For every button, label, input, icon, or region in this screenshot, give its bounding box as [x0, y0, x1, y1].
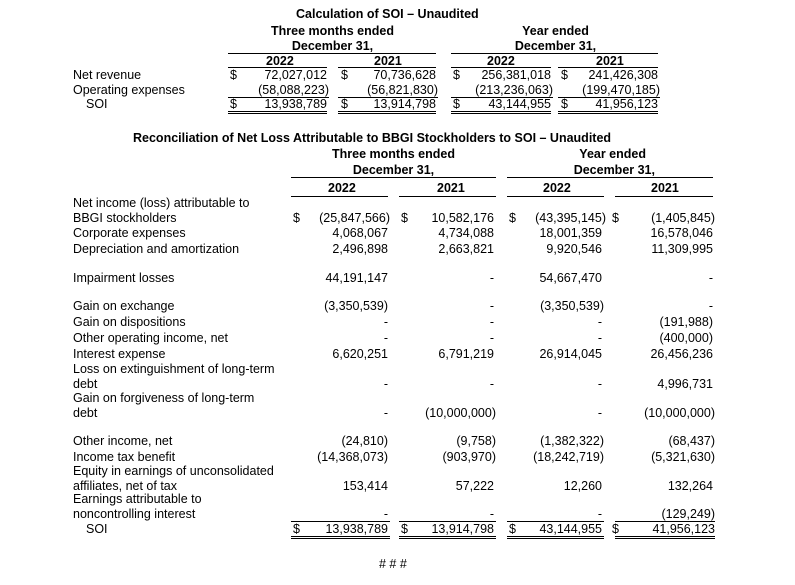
end-marker: # # # — [379, 557, 407, 571]
cell-value: - — [383, 377, 388, 391]
cell-value: 11,309,995 — [651, 242, 713, 256]
cell-value: - — [489, 271, 494, 285]
currency-sign: $ — [401, 211, 408, 225]
currency-sign: $ — [230, 97, 237, 111]
cell-value: (56,821,830) — [367, 83, 438, 97]
cell-value: 57,222 — [455, 479, 494, 493]
cell-value: - — [383, 331, 388, 345]
cell-value: - — [708, 299, 713, 313]
cell-value: 241,426,308 — [588, 68, 658, 82]
cell-value: 12,260 — [563, 479, 602, 493]
cell-value: (24,810) — [341, 434, 388, 448]
currency-sign: $ — [293, 211, 300, 225]
recon-period2-line2: December 31, — [573, 163, 655, 177]
cell-value: (1,405,845) — [651, 211, 715, 225]
cell-value: 10,582,176 — [431, 211, 494, 225]
soi-calc-period1-line1: Three months ended — [271, 24, 394, 38]
row-label: debt — [73, 377, 98, 391]
soi-calc-period2-line1: Year ended — [522, 24, 589, 38]
recon-period2-line1: Year ended — [579, 147, 646, 161]
row-label: Earnings attributable to — [73, 492, 202, 506]
cell-value: (18,242,719) — [533, 450, 604, 464]
cell-value: 13,938,789 — [264, 97, 327, 111]
cell-value: 26,456,236 — [650, 347, 713, 361]
currency-sign: $ — [561, 97, 568, 111]
cell-value: - — [597, 315, 602, 329]
cell-value: - — [489, 331, 494, 345]
row-label: debt — [73, 406, 98, 420]
currency-sign: $ — [453, 68, 460, 82]
row-label: noncontrolling interest — [73, 507, 196, 521]
recon-period1-line1: Three months ended — [332, 147, 455, 161]
cell-value: (129,249) — [661, 507, 715, 521]
cell-value: (58,088,223) — [258, 83, 329, 97]
recon-period1-line2: December 31, — [352, 163, 435, 177]
cell-value: 44,191,147 — [325, 271, 388, 285]
row-label: Gain on exchange — [73, 299, 175, 313]
row-label: Interest expense — [73, 347, 166, 361]
row-label: Corporate expenses — [73, 226, 186, 240]
soi-calc-title: Calculation of SOI – Unaudited — [296, 7, 479, 21]
cell-value: 43,144,955 — [488, 97, 551, 111]
cell-value: - — [708, 271, 713, 285]
cell-value: 153,414 — [342, 479, 388, 493]
cell-value: 4,068,067 — [332, 226, 388, 240]
cell-value: - — [489, 299, 494, 313]
cell-value: - — [383, 406, 388, 420]
row-label: BBGI stockholders — [73, 211, 177, 225]
cell-value: (903,970) — [442, 450, 496, 464]
cell-value: (5,321,630) — [651, 450, 715, 464]
cell-value: 132,264 — [667, 479, 713, 493]
soi-calc-col-2021-q4: 2021 — [374, 54, 402, 68]
currency-sign: $ — [341, 68, 348, 82]
row-label: Loss on extinguishment of long-term — [73, 362, 275, 376]
cell-value: (10,000,000) — [425, 406, 496, 420]
cell-value: 18,001,359 — [539, 226, 602, 240]
cell-value: 54,667,470 — [539, 271, 602, 285]
cell-value: 13,914,798 — [431, 522, 494, 536]
cell-value: 6,620,251 — [332, 347, 388, 361]
row-label: Gain on dispositions — [73, 315, 186, 329]
cell-value: (68,437) — [668, 434, 715, 448]
cell-value: - — [489, 507, 494, 521]
cell-value: (14,368,073) — [317, 450, 388, 464]
cell-value: - — [383, 315, 388, 329]
currency-sign: $ — [401, 522, 408, 536]
cell-value: 4,734,088 — [438, 226, 494, 240]
cell-value: - — [489, 315, 494, 329]
cell-value: (1,382,322) — [540, 434, 604, 448]
cell-value: (400,000) — [659, 331, 713, 345]
cell-value: (3,350,539) — [540, 299, 604, 313]
cell-value: 16,578,046 — [650, 226, 713, 240]
cell-value: (43,395,145) — [535, 211, 606, 225]
row-label: SOI — [86, 522, 108, 536]
cell-value: - — [597, 377, 602, 391]
currency-sign: $ — [509, 522, 516, 536]
recon-title: Reconciliation of Net Loss Attributable to BBGI Stockholders to SOI – Unaudited — [133, 131, 612, 145]
cell-value: (9,758) — [456, 434, 496, 448]
row-label: Gain on forgiveness of long-term — [73, 391, 255, 405]
row-label: Net revenue — [73, 68, 142, 82]
currency-sign: $ — [230, 68, 237, 82]
cell-value: (191,988) — [659, 315, 713, 329]
cell-value: 13,914,798 — [373, 97, 436, 111]
soi-calc-period2-line2: December 31, — [514, 39, 597, 53]
cell-value: 70,736,628 — [373, 68, 436, 82]
cell-value: (199,470,185) — [582, 83, 660, 97]
row-label: Net income (loss) attributable to — [73, 196, 250, 210]
row-label: Income tax benefit — [73, 450, 176, 464]
cell-value: - — [597, 331, 602, 345]
row-label: affiliates, net of tax — [73, 479, 177, 493]
cell-value: - — [383, 507, 388, 521]
cell-value: - — [489, 377, 494, 391]
cell-value: 13,938,789 — [325, 522, 388, 536]
cell-value: 41,956,123 — [652, 522, 715, 536]
row-label: Depreciation and amortization — [73, 242, 240, 256]
currency-sign: $ — [341, 97, 348, 111]
recon-col-2022-q4: 2022 — [328, 181, 356, 195]
cell-value: 2,663,821 — [438, 242, 494, 256]
cell-value: 256,381,018 — [481, 68, 551, 82]
currency-sign: $ — [509, 211, 516, 225]
cell-value: (25,847,566) — [319, 211, 390, 225]
row-label: Other operating income, net — [73, 331, 228, 345]
cell-value: - — [597, 507, 602, 521]
cell-value: 41,956,123 — [595, 97, 658, 111]
currency-sign: $ — [293, 522, 300, 536]
cell-value: 6,791,219 — [438, 347, 494, 361]
soi-calc-period1-line2: December 31, — [291, 39, 374, 53]
row-label: Operating expenses — [73, 83, 185, 97]
soi-calc-col-2022-q4: 2022 — [266, 54, 294, 68]
cell-value: - — [597, 406, 602, 420]
row-label: Impairment losses — [73, 271, 175, 285]
recon-col-2022-yr: 2022 — [543, 181, 571, 195]
cell-value: (10,000,000) — [644, 406, 715, 420]
cell-value: 72,027,012 — [264, 68, 327, 82]
cell-value: 43,144,955 — [539, 522, 602, 536]
soi-calc-col-2021-yr: 2021 — [596, 54, 624, 68]
currency-sign: $ — [612, 522, 619, 536]
soi-calc-col-2022-yr: 2022 — [487, 54, 515, 68]
row-label: SOI — [86, 97, 108, 111]
cell-value: 26,914,045 — [539, 347, 602, 361]
currency-sign: $ — [453, 97, 460, 111]
currency-sign: $ — [561, 68, 568, 82]
cell-value: 2,496,898 — [332, 242, 388, 256]
cell-value: (3,350,539) — [324, 299, 388, 313]
recon-col-2021-q4: 2021 — [437, 181, 465, 195]
cell-value: 4,996,731 — [657, 377, 713, 391]
cell-value: 9,920,546 — [546, 242, 602, 256]
row-label: Equity in earnings of unconsolidated — [73, 464, 274, 478]
cell-value: (213,236,063) — [475, 83, 553, 97]
row-label: Other income, net — [73, 434, 173, 448]
currency-sign: $ — [612, 211, 619, 225]
recon-col-2021-yr: 2021 — [651, 181, 679, 195]
